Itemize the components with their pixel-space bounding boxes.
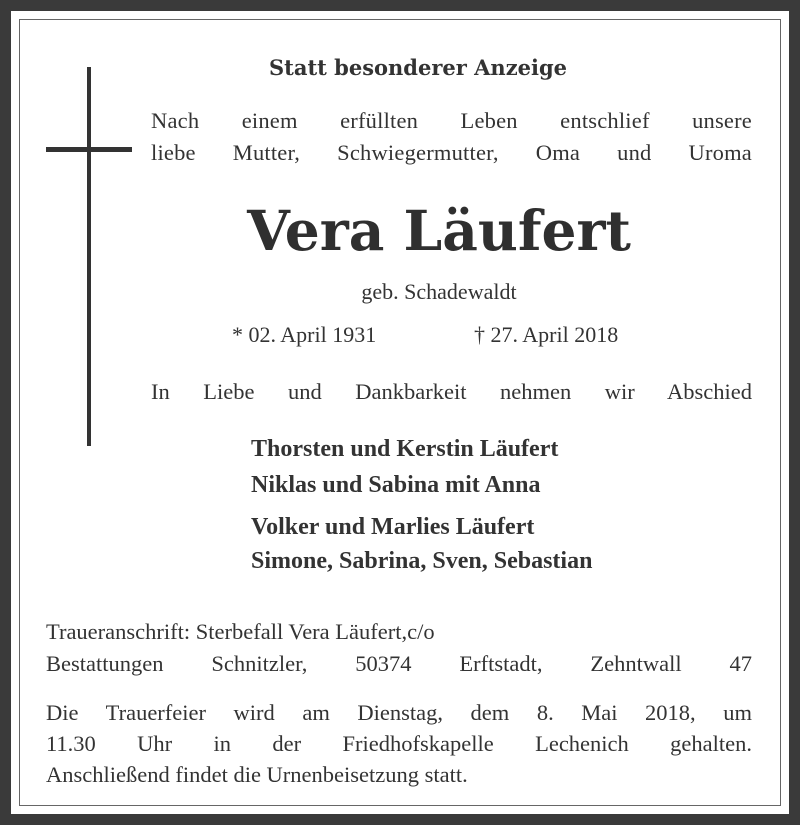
maiden-name: geb. Schadewaldt <box>361 279 517 304</box>
farewell-line: In Liebe und Dankbarkeit nehmen wir Abschied <box>151 379 752 404</box>
notice-header: Statt besonderer Anzeige <box>268 55 568 80</box>
inner-frame <box>19 19 781 806</box>
address-line: Traueranschrift: Sterbefall Vera Läufert,c/o <box>46 619 435 644</box>
cross-icon <box>87 67 91 446</box>
family-line: Niklas und Sabina mit Anna <box>251 472 541 498</box>
intro-line: Nach einem erfüllten Leben entschlief unsere <box>151 108 752 133</box>
family-line: Thorsten und Kerstin Läufert <box>251 436 559 462</box>
ceremony-line: Anschließend findet die Urnenbeisetzung statt. <box>46 762 468 787</box>
death-date: † 27. April 2018 <box>474 322 619 347</box>
family-line: Simone, Sabrina, Sven, Sebastian <box>251 548 593 574</box>
ceremony-line: 11.30 Uhr in der Friedhofskapelle Lechenich gehalten. <box>46 731 752 756</box>
cross-icon-bar <box>46 147 132 152</box>
ceremony-line: Die Trauerfeier wird am Dienstag, dem 8. Mai 2018, um <box>46 700 752 725</box>
intro-line: liebe Mutter, Schwiegermutter, Oma und Uroma <box>151 140 752 165</box>
address-line: Bestattungen Schnitzler, 50374 Erftstadt, Zehntwall 47 <box>46 651 752 676</box>
birth-date: * 02. April 1931 <box>232 322 377 347</box>
family-line: Volker und Marlies Läufert <box>251 514 535 540</box>
deceased-name: Vera Läufert <box>247 198 631 263</box>
